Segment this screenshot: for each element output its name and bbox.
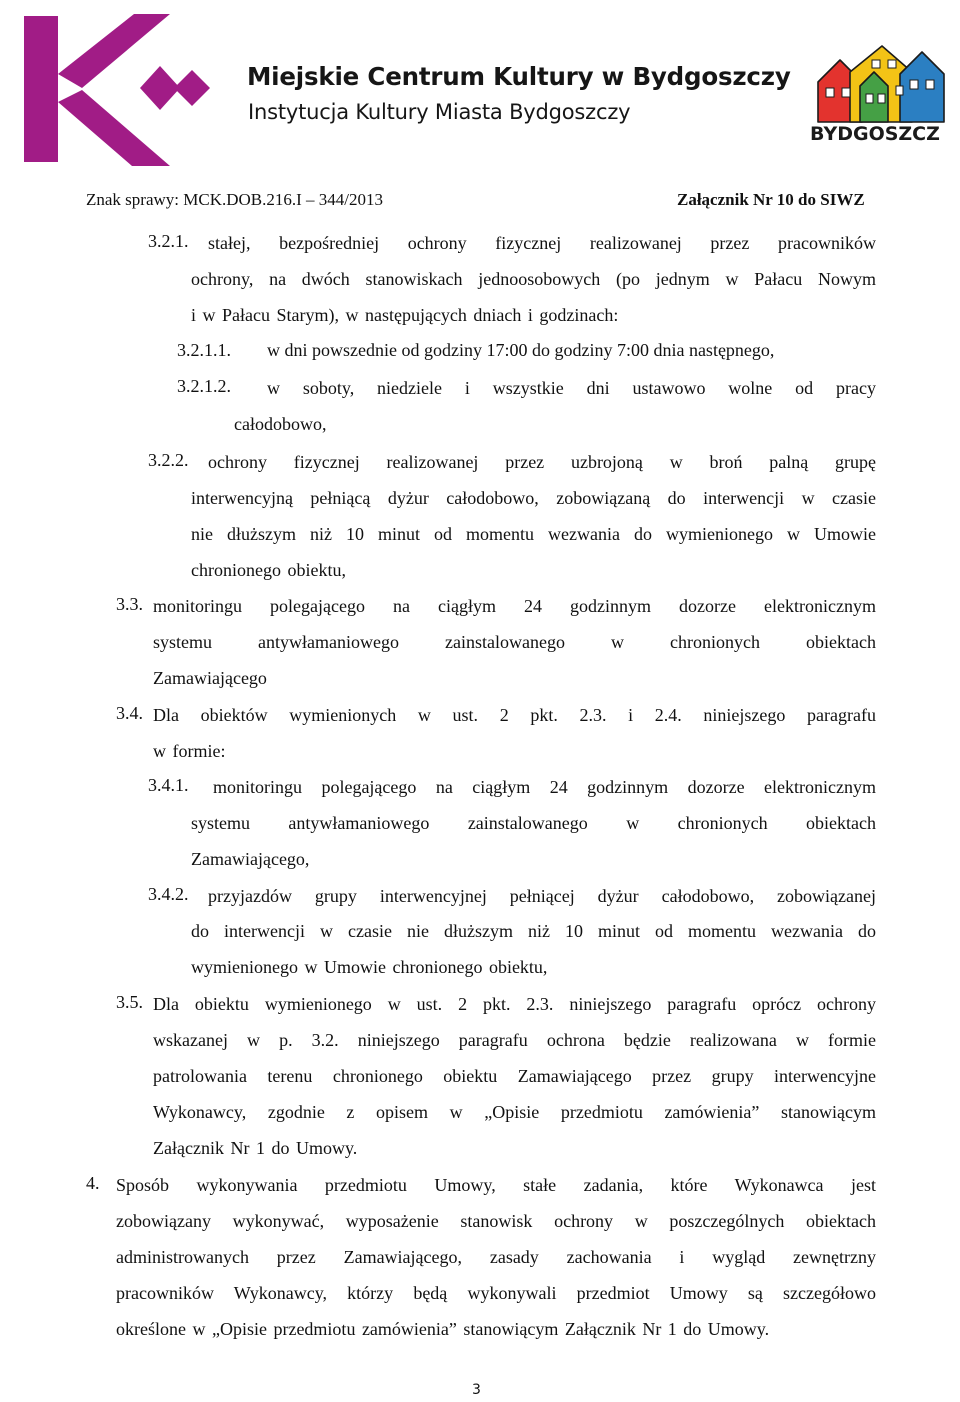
item-text-3-4-line-2: w formie: [153, 741, 226, 761]
item-text-3-2-1-2-line-2: całodobowo, [234, 414, 327, 434]
item-text-3-3-line-1: monitoringu polegającego na ciągłym 24 godzinnym dozorze elektronicznym [153, 596, 876, 616]
item-number-3-4-1: 3.4.1. [148, 775, 189, 795]
item-number-4: 4. [86, 1173, 100, 1193]
item-text-3-4-2-line-1: przyjazdów grupy interwencyjnej pełniącej dyżur całodobowo, zobowiązanej [208, 886, 876, 906]
org-title: Miejskie Centrum Kultury w Bydgoszczy [247, 62, 791, 91]
item-text-4-line-1: Sposób wykonywania przedmiotu Umowy, stałe zadania, które Wykonawca jest [116, 1175, 876, 1195]
item-number-3-2-1-2: 3.2.1.2. [177, 376, 231, 396]
attachment-label: Załącznik Nr 10 do SIWZ [677, 190, 865, 209]
item-number-3-3: 3.3. [116, 594, 143, 614]
item-text-3-2-1-line-3: i w Pałacu Starym), w następujących dniach i godzinach: [191, 305, 619, 325]
mck-k-logo-icon [22, 10, 212, 170]
page-number: 3 [472, 1382, 481, 1398]
item-text-3-3-line-2: systemu antywłamaniowego zainstalowanego w chronionych obiektach [153, 632, 876, 652]
item-text-3-2-2-line-4: chronionego obiektu, [191, 560, 346, 580]
case-reference: Znak sprawy: MCK.DOB.216.I – 344/2013 [86, 190, 384, 209]
bydgoszcz-city-logo-icon [804, 42, 954, 144]
item-number-3-4: 3.4. [116, 703, 143, 723]
item-text-3-4-line-1: Dla obiektów wymienionych w ust. 2 pkt. 2.3. i 2.4. niniejszego paragrafu [153, 705, 876, 725]
item-text-4-line-3: administrowanych przez Zamawiającego, zasady zachowania i wygląd zewnętrzny [116, 1247, 876, 1267]
city-logo-text: BYDGOSZCZ [810, 123, 940, 144]
item-number-3-5: 3.5. [116, 992, 143, 1012]
item-text-4-line-2: zobowiązany wykonywać, wyposażenie stanowisk ochrony w poszczególnych obiektach [116, 1211, 876, 1231]
item-text-3-4-2-line-2: do interwencji w czasie nie dłuższym niż 10 minut od momentu wezwania do [191, 921, 876, 941]
item-text-4-line-5: określone w „Opisie przedmiotu zamówienia” stanowiącym Załącznik Nr 1 do Umowy. [116, 1319, 770, 1339]
item-text-3-5-line-1: Dla obiektu wymienionego w ust. 2 pkt. 2.3. niniejszego paragrafu oprócz ochrony [153, 994, 876, 1014]
item-number-3-4-2: 3.4.2. [148, 884, 189, 904]
item-text-3-4-1-line-3: Zamawiającego, [191, 849, 310, 869]
item-number-3-2-1: 3.2.1. [148, 231, 189, 251]
item-text-3-2-1-line-2: ochrony, na dwóch stanowiskach jednoosobowych (po jednym w Pałacu Nowym [191, 269, 876, 289]
item-text-3-2-2-line-3: nie dłuższym niż 10 minut od momentu wezwania do wymienionego w Umowie [191, 524, 876, 544]
item-text-3-5-line-5: Załącznik Nr 1 do Umowy. [153, 1138, 358, 1158]
item-text-3-4-1-line-1: monitoringu polegającego na ciągłym 24 godzinnym dozorze elektronicznym [213, 777, 876, 797]
item-text-3-5-line-2: wskazanej w p. 3.2. niniejszego paragrafu ochrona będzie realizowana w formie [153, 1030, 876, 1050]
org-subtitle: Instytucja Kultury Miasta Bydgoszczy [248, 100, 631, 124]
item-number-3-2-1-1: 3.2.1.1. [177, 340, 231, 360]
item-text-3-4-2-line-3: wymienionego w Umowie chronionego obiektu, [191, 957, 548, 977]
item-text-3-2-1-1: w dni powszednie od godziny 17:00 do godziny 7:00 dnia następnego, [267, 340, 775, 360]
item-text-3-5-line-4: Wykonawcy, zgodnie z opisem w „Opisie przedmiotu zamówienia” stanowiącym [153, 1102, 876, 1122]
item-text-3-3-line-3: Zamawiającego [153, 668, 267, 688]
item-number-3-2-2: 3.2.2. [148, 450, 189, 470]
item-text-3-2-2-line-2: interwencyjną pełniącą dyżur całodobowo, zobowiązaną do interwencji w czasie [191, 488, 876, 508]
item-text-3-4-1-line-2: systemu antywłamaniowego zainstalowanego w chronionych obiektach [191, 813, 876, 833]
item-text-4-line-4: pracowników Wykonawcy, którzy będą wykonywali przedmiot Umowy są szczegółowo [116, 1283, 876, 1303]
item-text-3-2-1-2-line-1: w soboty, niedziele i wszystkie dni ustawowo wolne od pracy [267, 378, 876, 398]
item-text-3-2-2-line-1: ochrony fizycznej realizowanej przez uzbrojoną w broń palną grupę [208, 452, 876, 472]
item-text-3-2-1-line-1: stałej, bezpośredniej ochrony fizycznej realizowanej przez pracowników [208, 233, 876, 253]
item-text-3-5-line-3: patrolowania terenu chronionego obiektu Zamawiającego przez grupy interwencyjne [153, 1066, 876, 1086]
